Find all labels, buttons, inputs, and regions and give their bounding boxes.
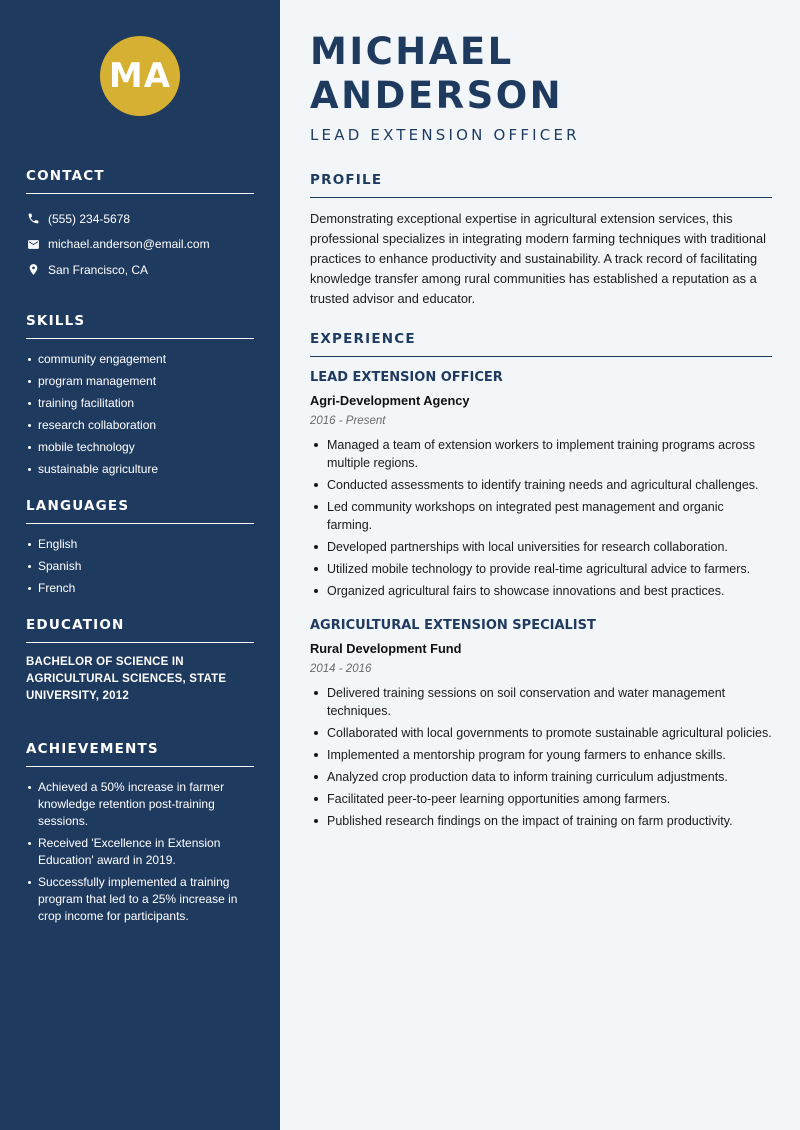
languages-heading: LANGUAGES	[26, 498, 254, 524]
skills-heading: SKILLS	[26, 313, 254, 339]
list-item: Delivered training sessions on soil conservation and water management techniques.	[310, 684, 772, 720]
location-text: San Francisco, CA	[48, 262, 149, 277]
contact-phone	[26, 206, 254, 232]
achievements-heading: ACHIEVEMENTS	[26, 741, 254, 767]
experience-section	[310, 331, 772, 830]
languages-list	[26, 536, 254, 597]
list-item: training facilitation	[26, 395, 254, 412]
job-entry	[310, 618, 772, 830]
education-degree: BACHELOR OF SCIENCE IN AGRICULTURAL SCIENCES, STATE UNIVERSITY, 2012	[26, 655, 227, 702]
job-entry	[310, 370, 772, 600]
profile-heading: PROFILE	[310, 172, 772, 198]
list-item: Achieved a 50% increase in farmer knowledge retention post-training sessions.	[26, 779, 254, 830]
profile-text: Demonstrating exceptional expertise in agricultural extension services, this professional specializes in integrating modern farming techniques with traditional practices to enhance productivity and sustainability. A track record of facilitating knowledge transfer among rural communities has established a reputation as a trusted advisor and educator.	[310, 211, 766, 306]
avatar-initials: MA	[108, 56, 172, 96]
sidebar	[0, 0, 280, 1130]
contact-list	[26, 206, 254, 283]
list-item: Conducted assessments to identify training needs and agricultural challenges.	[310, 476, 772, 494]
list-item: Utilized mobile technology to provide real-time agricultural advice to farmers.	[310, 560, 772, 578]
job-company: Rural Development Fund	[310, 641, 462, 656]
job-company: Agri-Development Agency	[310, 393, 470, 408]
list-item: community engagement	[26, 351, 254, 368]
list-item: English	[26, 536, 254, 553]
education-heading: EDUCATION	[26, 617, 254, 643]
phone-text: (555) 234-5678	[48, 211, 131, 226]
list-item: research collaboration	[26, 417, 254, 434]
languages-section	[26, 498, 254, 597]
education-section	[26, 617, 254, 705]
experience-heading: EXPERIENCE	[310, 331, 772, 357]
profile-section	[310, 172, 772, 309]
list-item: mobile technology	[26, 439, 254, 456]
job-title: LEAD EXTENSION OFFICER	[310, 370, 503, 385]
achievements-section	[26, 741, 254, 925]
job-dates: 2016 - Present	[310, 415, 386, 427]
list-item: Developed partnerships with local universities for research collaboration.	[310, 538, 772, 556]
job-duties	[310, 436, 772, 600]
email-text: michael.anderson@email.com	[48, 237, 210, 252]
list-item: French	[26, 580, 254, 597]
list-item: Analyzed crop production data to inform training curriculum adjustments.	[310, 768, 772, 786]
list-item: Successfully implemented a training program that led to a 25% increase in crop income for participants.	[26, 874, 254, 925]
list-item: Published research findings on the impact of training on farm productivity.	[310, 812, 772, 830]
job-dates: 2014 - 2016	[310, 663, 372, 675]
list-item: sustainable agriculture	[26, 461, 254, 478]
achievements-list	[26, 779, 254, 925]
contact-heading: CONTACT	[26, 168, 254, 194]
job-title: AGRICULTURAL EXTENSION SPECIALIST	[310, 618, 596, 633]
list-item: Received 'Excellence in Extension Education' award in 2019.	[26, 835, 254, 869]
location-pin-icon	[26, 263, 40, 277]
list-item: Implemented a mentorship program for young farmers to enhance skills.	[310, 746, 772, 764]
list-item: Facilitated peer-to-peer learning opportunities among farmers.	[310, 790, 772, 808]
job-duties	[310, 684, 772, 830]
candidate-name: MICHAEL ANDERSON	[310, 30, 564, 117]
candidate-role: LEAD EXTENSION OFFICER	[310, 126, 580, 144]
skills-list	[26, 351, 254, 478]
contact-email	[26, 232, 254, 258]
list-item: Collaborated with local governments to promote sustainable agricultural policies.	[310, 724, 772, 742]
email-icon	[26, 237, 40, 251]
avatar	[100, 36, 180, 116]
list-item: Organized agricultural fairs to showcase innovations and best practices.	[310, 582, 772, 600]
list-item: Led community workshops on integrated pest management and organic farming.	[310, 498, 772, 534]
main-content	[280, 0, 800, 1130]
phone-icon	[26, 212, 40, 226]
list-item: Spanish	[26, 558, 254, 575]
contact-location	[26, 257, 254, 283]
list-item: Managed a team of extension workers to implement training programs across multiple regions.	[310, 436, 772, 472]
skills-section	[26, 313, 254, 478]
contact-section	[26, 168, 254, 283]
list-item: program management	[26, 373, 254, 390]
